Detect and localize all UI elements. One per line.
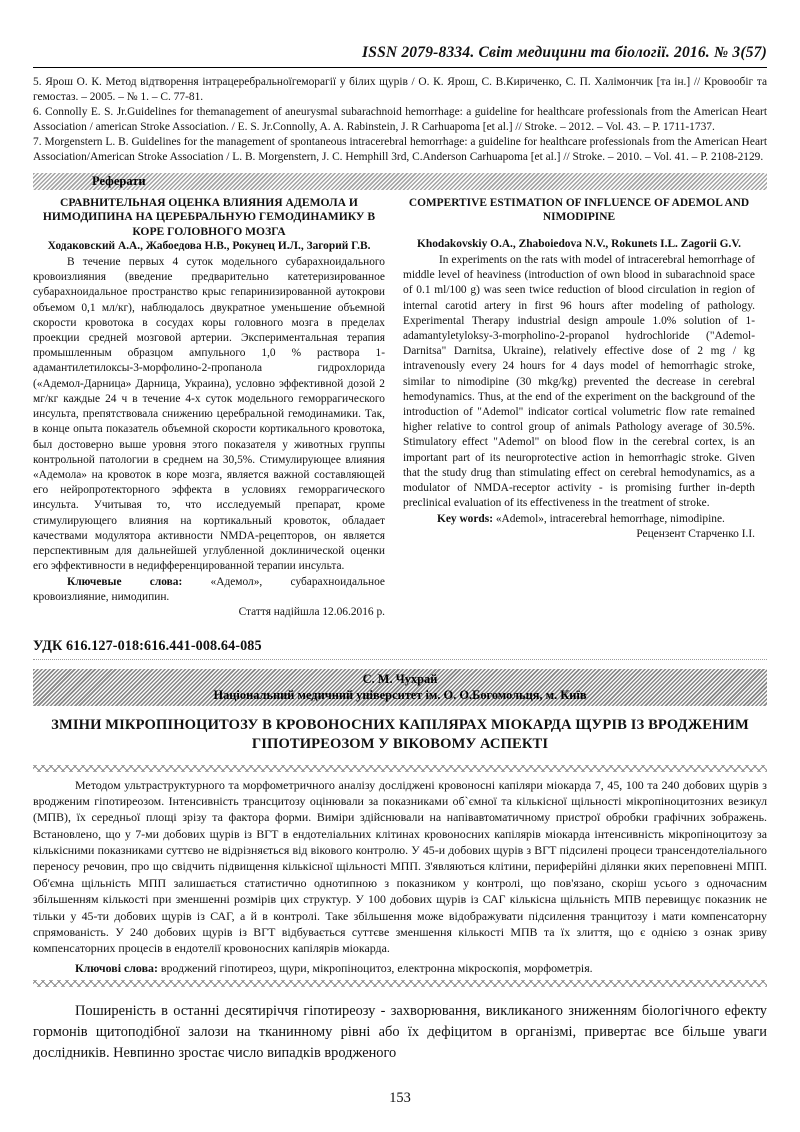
running-head: ISSN 2079-8334. Світ медицини та біології. 2016. № 3(57) [362,44,767,61]
page-number: 153 [389,1090,411,1106]
article-keywords-ua [33,959,767,976]
reviewer-line: Рецензент Старченко І.І. [636,527,755,540]
abstract-column-ru [33,196,385,621]
reference-item: 6. Connolly E. S. Jr.Guidelines for themanagement of aneurysmal subarachnoid hemorrhage: a guideline for healthcare professionals from the American Heart Association / american Stroke Association. / E. S. Jr.Connolly, A. A. Rabinstein, J. R Carhuapoma [et al.] // Stroke. – 2012. – Vol. 43. – P. 1711-1737. [33,105,767,134]
abstract-body-en: In experiments on the rats with model of intracerebral hemorrhage of middle level of heaviness (introduction of own blood in subarachnoid space of 0.1 ml/100 g) was seen twice reduction of blood circulation in region of internal carotid artery in first 96 hours after modeling of pathology. Experimental Therapy industrial design ampoule 1.0% solution of 1-adamantyletyloksy-3-morpholino-2-propanol hydrochloride ("Ademol-Darnitsa" Darnitsa, Ukraine), relatively effective dose of 2 mg / kg intravenously every 24 hours for 4 days model of hemorrhagic stroke, similar to nimodipine (30 mkg/kg) prevented the decrease in cerebral hemodynamics. Thus, at the end of the experiment on the background of the introduction of "Ademol" indicator cortical volumetric flow rate remained higher relative to control group of animals Pathology average of 30.5%. Stimulatory effect "Ademol" on blood flow in the cerebral cortex, is an important part of its neuroprotective action in hemorrhagic stroke. Given that the study drug than stimulating effect on cerebral hemodynamics, as a modulator of NMDA-receptor activity - is promising further in-depth preclinical evaluation of its effectiveness in the treatment of stroke. [403,253,755,510]
reference-list [33,75,767,166]
article-affiliation: Національний медичний університет ім. О. О.Богомольця, м. Київ [213,688,587,703]
abstract-keywords-ru [33,575,385,605]
udc-code: УДК 616.127-018:616.441-008.64-085 [33,637,262,654]
keywords-text-ua: вроджений гіпотиреоз, щури, мікропіноцитоз, електронна мікроскопія, морфометрія. [157,960,593,975]
zigzag-divider-top [33,765,767,772]
keywords-label-ru: Ключевые слова: [67,575,183,588]
article-abstract-ua: Методом ультраструктурного та морфометричного аналізу досліджені кровоносні капіляри міокарда 7, 45, 100 та 240 добових щурів з вродженим гіпотиреозом. Інтенсивність трансцитозу оцінювали за показниками об`ємної та кількісної щільності мікропіноцитозних везикул (МПВ), їх середньої площі зрізу та фактора форми. Виміри здійснювали на напівавтоматичному пристрої обробки графічних зображень. Встановлено, що у 7-ми добових щурів із ВГТ в ендотеліальних клітинах кровоносних капілярів міокарда інтенсивність мікропіноцитозу за кількісними показниками суттєво не відрізняється від вікового контролю. У 45-и добових щурів з ВГТ підсилені процеси трансендотеліального переносу речовин, про що свідчить підвищення кількісної щільності МПП. З'являються клітини, периферійні ділянки яких переповнені МПП. Об'ємна щільність МПП залишається статистично однотипною з показником у контролі, що пов'язано, скоріш усього з одночасним збільшенням кількості при зменшенні розмірів цих структур. У 100 добових щурів із САГ кількісна щільність МПВ перевищує показник не тільки у 45-ти добових щурів із САГ, а й в контролі. Таке збільшення може відображувати підсилення транцитозу і мати компенсаторну спрямованість. У 240 добових щурів із ВГТ відбувається суттєве зменшення кількості МПВ та їх злиття, що є однією з ознак зриву компенсаторних процесів в ендотелії кровоносних капілярів міокарда. [33,777,767,956]
abstract-authors-en: Khodakovskiy O.A., Zhaboiedova N.V., Rokunets I.L. Zagorii G.V. [417,238,741,251]
section-band-referaty [33,173,767,190]
abstract-authors-ru: Ходаковский А.А., Жабоедова Н.В., Рокунец И.Л., Загорий Г.В. [47,240,371,253]
keywords-text-ru: «Адемол», субарахноидальное кровоизлияние, нимодипин. [33,575,385,603]
keywords-label-ua: Ключові слова: [75,960,158,975]
section-band-label: Реферати [92,173,146,188]
abstract-body-ru: В течение первых 4 суток модельного субарахноидального кровоизлияния (введение предварительно катетеризированное субарахноидальное пространство крыс гепаринизированной аутокрови объемом 0,1 мл/кг), наблюдалось двукратное уменьшение объемной скорости кровотока в сосудах коры головного мозга в пределах проекции средней мозговой артерии. Экспериментальная терапия промышленным образцом ампульного 1,0 % раствора 1-адамантилетилоксы-3-морфолино-2-пропанола гидрохлорида («Адемол-Дарница» Дарница, Украина), условно эффективной дозой 2 мг/кг каждые 24 ч в течение 4-х суток модельного геморрагического инсульта, препятствовала снижению церебральной гемодинамики. Так, в конце опыта показатель объемной скорости кортикального кровотока, был достоверно выше уровня этого показателя у животных группы контрольной патологии в среднем на 30,5%. Стимулирующее влияния «Адемола» на кровоток в коре мозга, является важной составляющей его нейропротекторного эффекта в условиях геморрагического инсульта. Учитывая то, что исследуемый препарат, кроме стимулирующего влияния на кортикальный кровоток, обладает качествами модулятора активности NMDA-рецепторов, он является перспективным для дальнейшей углубленной доклинической оценки его эффективности в недифференцированной терапии инсульта. [33,255,385,573]
reference-item: 5. Ярош О. К. Метод відтворення інтрацеребральноїгеморагії у білих щурів / О. К. Ярош, С. В.Кириченко, С. П. Халімончик [та ін.] // Кровообіг та гемостаз. – 2005. – № 1. – С. 77-81. [33,75,767,103]
abstract-title-en: COMPERTIVE ESTIMATION OF INFLUENCE OF ADEMOL AND NIMODIPINE [408,196,750,223]
reference-item: 7. Morgenstern L. B. Guidelines for the management of spontaneous intracerebral hemorrhage: a guideline for healthcare professionals from the American Heart Association/American Stroke Association / L. B. Morgenstern, J. C. Hemphill 3rd, C.Anderson Carhuapoma [et al.] // Stroke. – 2010. – Vol. 41. – P. 2108-2129. [33,136,767,164]
article-body-paragraph: Поширеність в останні десятиріччя гіпотиреозу - захворювання, викликаного зниженням біологічного ефекту гормонів щитоподібної залози на тканинному рівні або їх дефіцитом в організмі, привертає все більше уваги дослідників. Невпинно зростає число випадків вродженого [33,1002,767,1062]
dotted-divider [33,659,767,660]
article-author: С. М. Чухрай [362,671,438,686]
article-title: ЗМІНИ МІКРОПІНОЦИТОЗУ В КРОВОНОСНИХ КАПІЛЯРАХ МІОКАРДА ЩУРІВ ІЗ ВРОДЖЕНИМ ГІПОТИРЕОЗОМ У ВІКОВОМУ АСПЕКТІ [51,717,749,753]
submission-date: Стаття надійшла 12.06.2016 р. [238,605,385,618]
abstract-keywords-en [403,512,755,527]
keywords-label-en: Key words: [437,512,493,525]
abstract-columns [33,196,767,621]
abstract-column-en [403,196,755,621]
author-band [33,669,767,706]
abstract-title-ru: СРАВНИТЕЛЬНАЯ ОЦЕНКА ВЛИЯНИЯ АДЕМОЛА И НИМОДИПИНА НА ЦЕРЕБРАЛЬНУЮ ГЕМОДИНАМИКУ В КОРЕ ГОЛОВНОГО МОЗГА [42,195,376,238]
zigzag-divider-bottom [33,980,767,987]
header-rule [33,67,767,68]
keywords-text-en: «Ademol», intracerebral hemorrhage, nimodipine. [493,512,725,525]
